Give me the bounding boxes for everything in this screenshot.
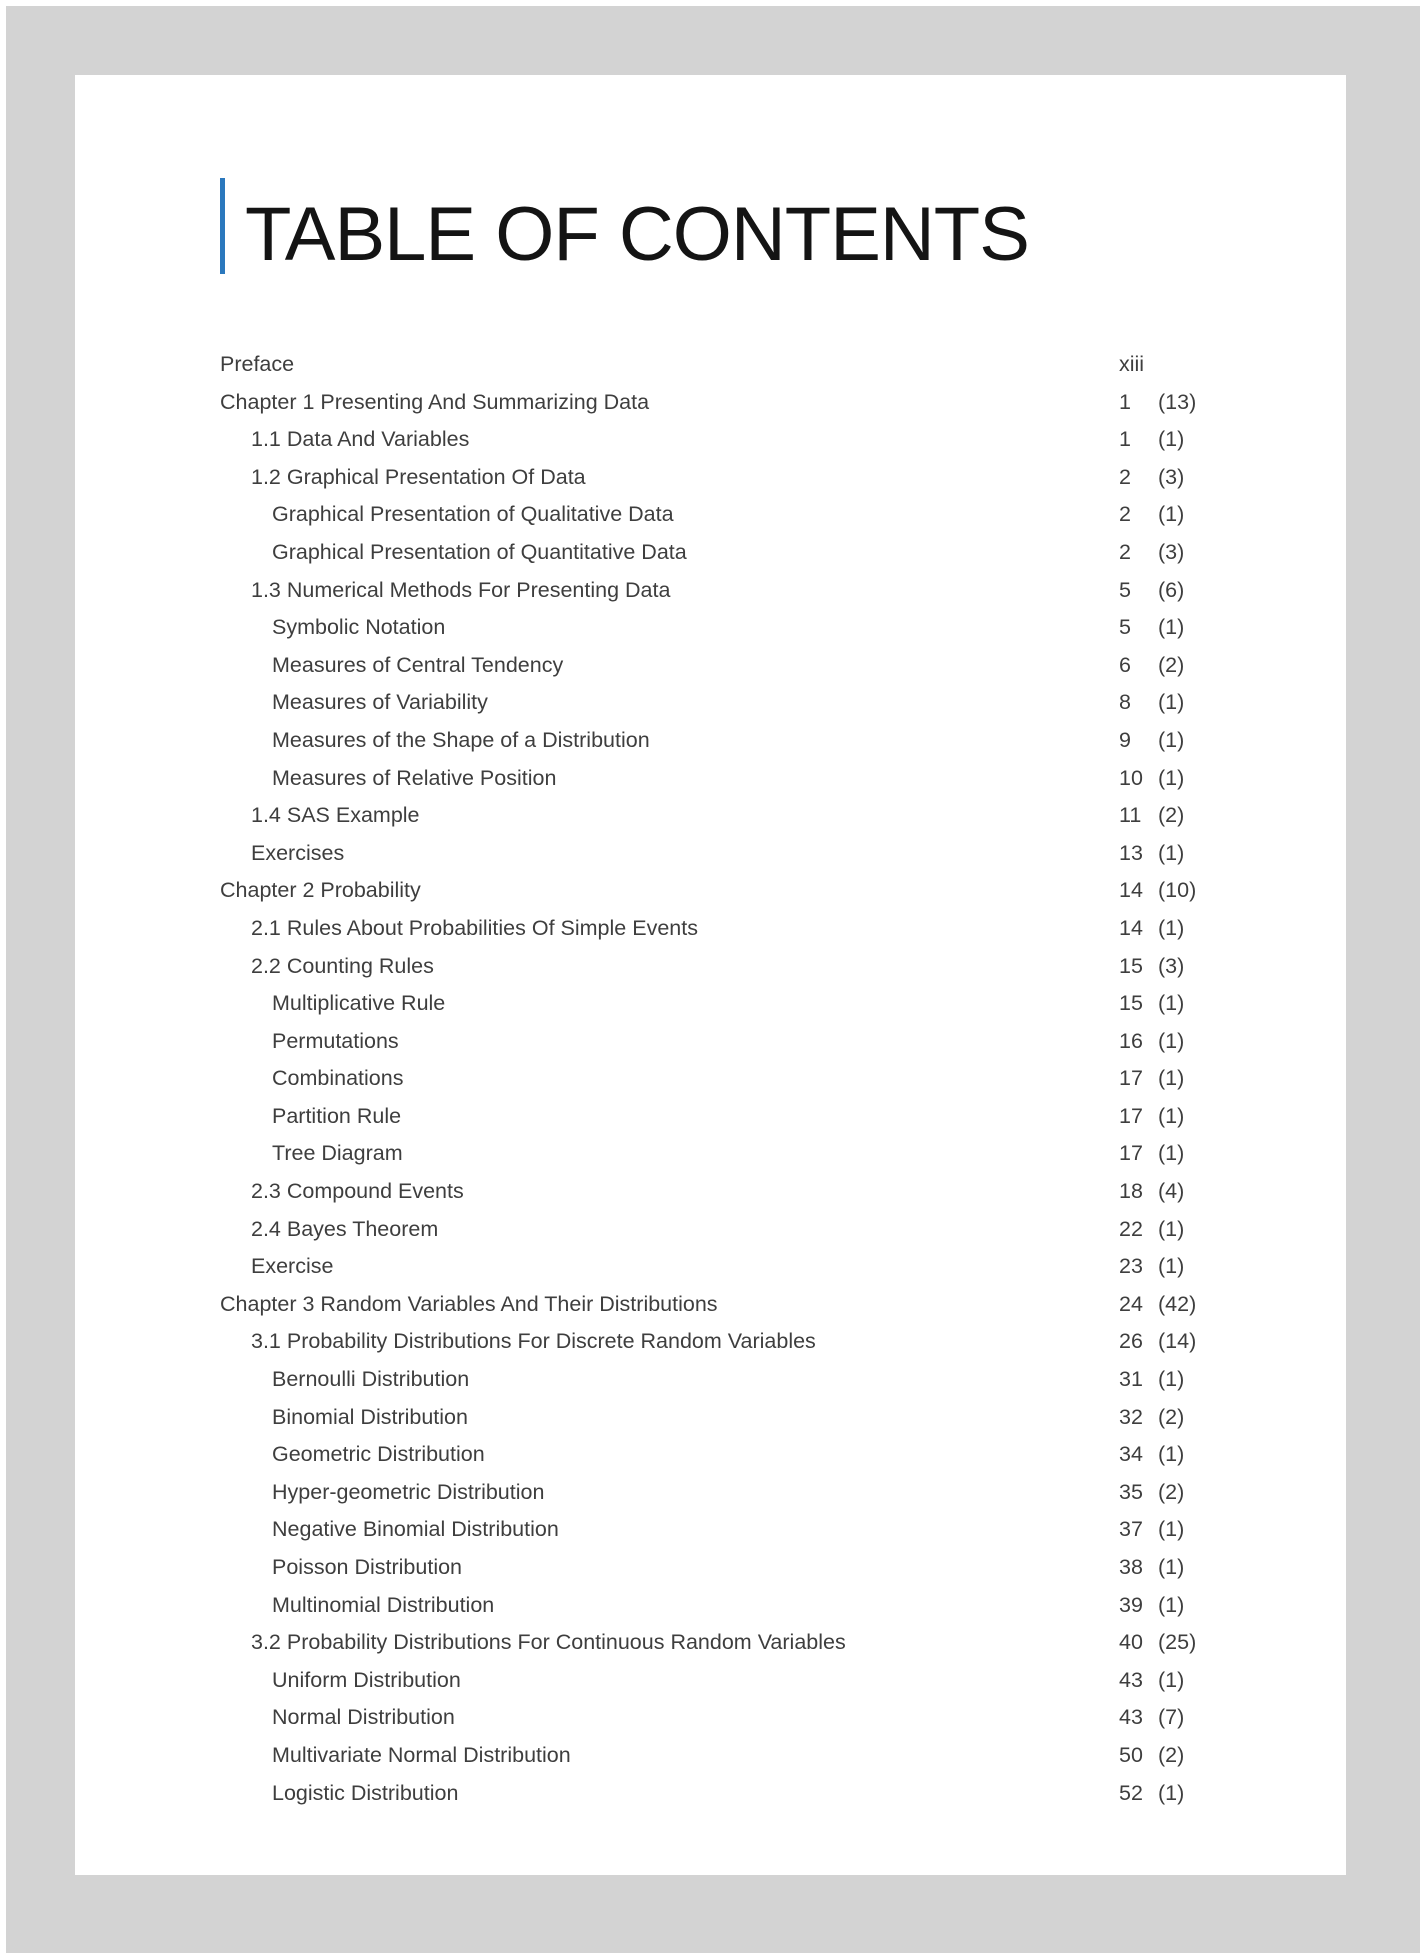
toc-entry-label: 2.1 Rules About Probabilities Of Simple Events [251, 915, 698, 940]
toc-entry-label: Permutations [272, 1028, 399, 1053]
toc-row [75, 985, 1346, 1023]
toc-row [75, 797, 1346, 835]
toc-section-count: (10) [1158, 878, 1197, 903]
toc-section-count: (3) [1158, 953, 1185, 978]
toc-section-count: (2) [1158, 803, 1185, 828]
toc-row [75, 572, 1346, 610]
toc-entry-label: Exercise [251, 1254, 334, 1279]
toc-row [75, 609, 1346, 647]
toc-entry-label: Measures of Central Tendency [272, 652, 564, 677]
toc-entry-label: Normal Distribution [272, 1705, 455, 1730]
toc-page-number: 5 [1119, 615, 1131, 640]
toc-section-count: (1) [1158, 1367, 1185, 1392]
toc-page-number: 9 [1119, 727, 1131, 752]
toc-entry-label: 3.1 Probability Distributions For Discrete Random Variables [251, 1329, 816, 1354]
toc-page-number: 13 [1119, 840, 1143, 865]
toc-section-count: (1) [1158, 1517, 1185, 1542]
toc-section-count: (1) [1158, 502, 1185, 527]
toc-entry-label: Geometric Distribution [272, 1442, 485, 1467]
toc-entry-label: Graphical Presentation of Quantitative Data [272, 539, 687, 564]
toc-page-number: 17 [1119, 1103, 1143, 1128]
toc-section-count: (1) [1158, 615, 1185, 640]
toc-row [75, 1587, 1346, 1625]
toc-section-count: (1) [1158, 1592, 1185, 1617]
toc-row [75, 1211, 1346, 1249]
toc-entry-label: Chapter 3 Random Variables And Their Distributions [220, 1291, 718, 1316]
toc-page-number: 38 [1119, 1555, 1143, 1579]
toc-section-count: (1) [1158, 427, 1185, 452]
toc-page-number: 1 [1119, 427, 1131, 452]
toc-page-number: 43 [1119, 1705, 1143, 1730]
toc-entry-label: Multinomial Distribution [272, 1592, 495, 1617]
toc-page-number: 40 [1119, 1630, 1143, 1655]
toc-page-number: 2 [1119, 502, 1131, 527]
toc-entry-label: Binomial Distribution [272, 1404, 468, 1429]
toc-page-number: 39 [1119, 1592, 1143, 1617]
toc-section-count: (1) [1158, 991, 1185, 1016]
toc-entry-label: Measures of Relative Position [272, 765, 557, 790]
toc-section-count: (1) [1158, 1254, 1185, 1279]
toc-section-count: (1) [1158, 1216, 1185, 1241]
toc-page-number: 14 [1119, 878, 1143, 903]
toc-row [75, 1624, 1346, 1662]
toc-row [75, 496, 1346, 534]
toc-entry-label: Uniform Distribution [272, 1667, 461, 1692]
toc-section-count: (1) [1158, 765, 1185, 790]
toc-row [75, 1323, 1346, 1361]
toc-page-number: 11 [1119, 803, 1142, 828]
toc-row [75, 1699, 1346, 1737]
page-title: TABLE OF CONTENTS [245, 192, 1029, 277]
toc-entry-label: Hyper-geometric Distribution [272, 1479, 545, 1504]
toc-entry-label: Exercises [251, 840, 345, 865]
toc-row [75, 384, 1346, 422]
toc-section-count: (6) [1158, 577, 1185, 602]
toc-entry-label: Chapter 2 Probability [220, 878, 421, 903]
toc-section-count: (1) [1158, 915, 1185, 940]
toc-section-count: (1) [1158, 690, 1185, 715]
toc-row [75, 1060, 1346, 1098]
toc-page-number: 17 [1119, 1141, 1143, 1166]
toc-row [75, 1549, 1346, 1587]
toc-row [75, 421, 1346, 459]
toc-section-count: (3) [1158, 464, 1185, 489]
toc-entry-label: Preface [220, 352, 295, 376]
toc-section-count: (13) [1158, 389, 1197, 414]
toc-row [75, 722, 1346, 760]
toc-row [75, 872, 1346, 910]
toc-page-number: 17 [1119, 1066, 1143, 1091]
toc-page-number: 15 [1119, 991, 1143, 1016]
toc-page-number: 6 [1119, 652, 1131, 677]
toc-page-number: 16 [1119, 1028, 1143, 1053]
toc-entry-label: Poisson Distribution [272, 1555, 463, 1579]
toc-row [75, 647, 1346, 685]
toc-entry-label: Measures of the Shape of a Distribution [272, 727, 650, 752]
toc-row [75, 1775, 1346, 1806]
toc-section-count: (2) [1158, 1404, 1185, 1429]
toc-page-number: 52 [1119, 1780, 1143, 1805]
toc-row [75, 1399, 1346, 1437]
toc-section-count: (2) [1158, 1742, 1185, 1767]
toc-section-count: (1) [1158, 1442, 1185, 1467]
toc-section-count: (2) [1158, 652, 1185, 677]
toc-page-number: 18 [1119, 1179, 1143, 1204]
toc-row [75, 1023, 1346, 1061]
toc-page-number: 50 [1119, 1742, 1143, 1767]
toc-row [75, 948, 1346, 986]
toc-row [75, 1511, 1346, 1549]
toc-page-number: 31 [1119, 1367, 1143, 1392]
toc-page-number: 14 [1119, 915, 1143, 940]
toc-section-count: (1) [1158, 1780, 1185, 1805]
toc-entry-label: 2.4 Bayes Theorem [251, 1216, 439, 1241]
toc-section-count: (1) [1158, 1066, 1185, 1091]
toc-page-number: 23 [1119, 1254, 1143, 1279]
toc-section-count: (1) [1158, 1103, 1185, 1128]
toc-entry-label: Chapter 1 Presenting And Summarizing Data [220, 389, 650, 414]
toc-section-count: (1) [1158, 1028, 1185, 1053]
toc-entry-label: 1.1 Data And Variables [251, 427, 470, 452]
toc-section-count: (3) [1158, 539, 1185, 564]
toc-entry-label: 2.2 Counting Rules [251, 953, 434, 978]
toc-section-count: (1) [1158, 1141, 1185, 1166]
toc-page-number: 34 [1119, 1442, 1143, 1467]
toc-section-count: (4) [1158, 1179, 1185, 1204]
toc-page-number: 43 [1119, 1667, 1143, 1692]
toc-page-number: 5 [1119, 577, 1131, 602]
toc-row [75, 1135, 1346, 1173]
toc-page-number: 37 [1119, 1517, 1143, 1542]
toc-entry-label: 3.2 Probability Distributions For Continuous Random Variables [251, 1630, 846, 1655]
toc-page-number: 24 [1119, 1291, 1143, 1316]
toc-entry-label: Graphical Presentation of Qualitative Data [272, 502, 674, 527]
title-accent-bar [220, 178, 225, 274]
toc-row [75, 1436, 1346, 1474]
toc-entry-label: Logistic Distribution [272, 1780, 459, 1805]
toc-entry-label: 2.3 Compound Events [251, 1179, 464, 1204]
toc-entry-label: Negative Binomial Distribution [272, 1517, 559, 1542]
toc-entry-label: Partition Rule [272, 1103, 402, 1128]
toc-entry-label: 1.3 Numerical Methods For Presenting Data [251, 577, 671, 602]
toc-entry-label: Measures of Variability [272, 690, 488, 715]
toc-row [75, 459, 1346, 497]
toc-section-count: (25) [1158, 1630, 1197, 1655]
toc-page-number: 32 [1119, 1404, 1143, 1429]
toc-entry-label: 1.2 Graphical Presentation Of Data [251, 464, 586, 489]
toc-row [75, 1662, 1346, 1700]
toc-entry-label: 1.4 SAS Example [251, 803, 420, 828]
document-page [75, 75, 1346, 1875]
toc-page-number: 26 [1119, 1329, 1143, 1354]
toc-entry-label: Symbolic Notation [272, 615, 446, 640]
toc-row [75, 835, 1346, 873]
toc-row [75, 1286, 1346, 1324]
toc-page-number: 2 [1119, 464, 1131, 489]
table-of-contents [75, 346, 1346, 1806]
toc-page-number: xiii [1119, 352, 1145, 376]
toc-section-count: (7) [1158, 1705, 1185, 1730]
toc-section-count: (1) [1158, 1667, 1185, 1692]
toc-row [75, 1248, 1346, 1286]
toc-page-number: 22 [1119, 1216, 1143, 1241]
toc-section-count: (1) [1158, 1555, 1185, 1579]
toc-page-number: 1 [1119, 389, 1131, 414]
toc-entry-label: Bernoulli Distribution [272, 1367, 470, 1392]
toc-row [75, 910, 1346, 948]
toc-entry-label: Multiplicative Rule [272, 991, 446, 1016]
toc-row [75, 684, 1346, 722]
toc-row [75, 346, 1346, 384]
toc-page-number: 2 [1119, 539, 1131, 564]
toc-page-number: 10 [1119, 765, 1143, 790]
toc-section-count: (2) [1158, 1479, 1185, 1504]
toc-row [75, 1737, 1346, 1775]
toc-entry-label: Tree Diagram [272, 1141, 403, 1166]
toc-row [75, 534, 1346, 572]
toc-section-count: (14) [1158, 1329, 1197, 1354]
toc-row [75, 760, 1346, 798]
toc-page-number: 15 [1119, 953, 1143, 978]
toc-row [75, 1474, 1346, 1512]
toc-section-count: (42) [1158, 1291, 1197, 1316]
toc-page-number: 35 [1119, 1479, 1143, 1504]
toc-section-count: (1) [1158, 840, 1185, 865]
toc-row [75, 1361, 1346, 1399]
toc-entry-label: Multivariate Normal Distribution [272, 1742, 571, 1767]
toc-page-number: 8 [1119, 690, 1131, 715]
toc-entry-label: Combinations [272, 1066, 404, 1091]
toc-row [75, 1098, 1346, 1136]
toc-section-count: (1) [1158, 727, 1185, 752]
toc-row [75, 1173, 1346, 1211]
